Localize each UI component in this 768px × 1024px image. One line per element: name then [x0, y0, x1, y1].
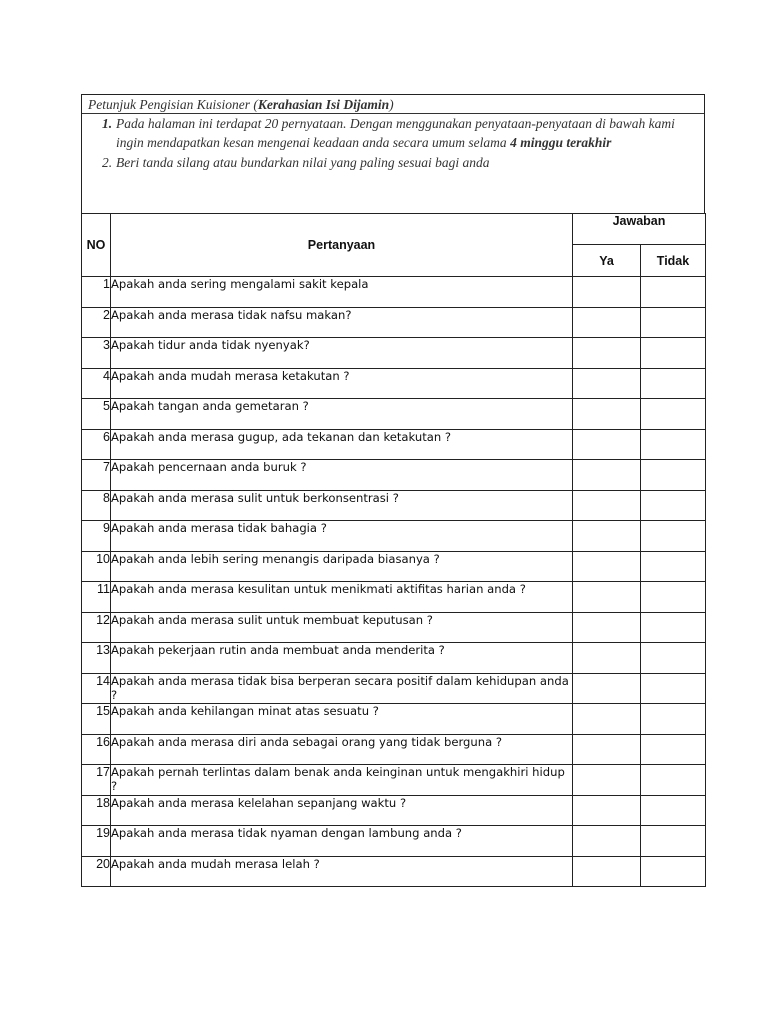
question-text: Apakah anda merasa kelelahan sepanjang waktu ?	[111, 795, 573, 826]
table-row	[82, 673, 706, 704]
question-number: 19	[82, 826, 111, 857]
instruction-number: 1.	[102, 116, 113, 131]
question-number: 5	[82, 399, 111, 430]
question-number: 15	[82, 704, 111, 735]
answer-yes-cell[interactable]	[573, 551, 641, 582]
instruction-text-highlight: 4 minggu terakhir	[510, 135, 612, 150]
table-row	[82, 765, 706, 796]
answer-no-cell[interactable]	[641, 795, 706, 826]
answer-yes-cell[interactable]	[573, 460, 641, 491]
header-no-answer: Tidak	[641, 245, 706, 277]
answer-yes-cell[interactable]	[573, 704, 641, 735]
answer-no-cell[interactable]	[641, 338, 706, 369]
question-number: 16	[82, 734, 111, 765]
questionnaire-table	[81, 213, 706, 887]
header-question: Pertanyaan	[111, 214, 573, 277]
question-text: Apakah anda merasa gugup, ada tekanan dan ketakutan ?	[111, 429, 573, 460]
table-row	[82, 582, 706, 613]
question-text: Apakah anda mudah merasa ketakutan ?	[111, 368, 573, 399]
question-text: Apakah anda kehilangan minat atas sesuatu ?	[111, 704, 573, 735]
question-number: 2	[82, 307, 111, 338]
answer-no-cell[interactable]	[641, 521, 706, 552]
table-row	[82, 826, 706, 857]
question-text: Apakah tangan anda gemetaran ?	[111, 399, 573, 430]
table-row	[82, 795, 706, 826]
answer-yes-cell[interactable]	[573, 734, 641, 765]
answer-no-cell[interactable]	[641, 399, 706, 430]
table-row	[82, 734, 706, 765]
question-number: 6	[82, 429, 111, 460]
question-text: Apakah anda merasa tidak nafsu makan?	[111, 307, 573, 338]
answer-no-cell[interactable]	[641, 307, 706, 338]
answer-yes-cell[interactable]	[573, 612, 641, 643]
questionnaire-document	[81, 94, 705, 887]
question-text: Apakah anda merasa tidak bahagia ?	[111, 521, 573, 552]
instructions-title-prefix: Petunjuk Pengisian Kuisioner (	[88, 97, 258, 112]
table-row	[82, 277, 706, 308]
question-number: 13	[82, 643, 111, 674]
instructions-title	[82, 95, 704, 114]
question-number: 12	[82, 612, 111, 643]
answer-yes-cell[interactable]	[573, 582, 641, 613]
answer-yes-cell[interactable]	[573, 643, 641, 674]
instruction-item-2	[82, 153, 704, 172]
header-no: NO	[82, 214, 111, 277]
instruction-text: Beri tanda silang atau bundarkan nilai yang paling sesuai bagi anda	[116, 155, 490, 170]
answer-no-cell[interactable]	[641, 643, 706, 674]
question-number: 18	[82, 795, 111, 826]
table-row	[82, 368, 706, 399]
question-text: Apakah anda merasa tidak nyaman dengan lambung anda ?	[111, 826, 573, 857]
table-row	[82, 429, 706, 460]
question-text: Apakah anda merasa diri anda sebagai orang yang tidak berguna ?	[111, 734, 573, 765]
question-number: 14	[82, 673, 111, 704]
answer-yes-cell[interactable]	[573, 338, 641, 369]
answer-no-cell[interactable]	[641, 734, 706, 765]
table-row	[82, 551, 706, 582]
question-number: 3	[82, 338, 111, 369]
question-number: 7	[82, 460, 111, 491]
answer-yes-cell[interactable]	[573, 673, 641, 704]
header-answer: Jawaban	[573, 214, 706, 245]
question-number: 8	[82, 490, 111, 521]
answer-no-cell[interactable]	[641, 277, 706, 308]
table-row	[82, 490, 706, 521]
instruction-text	[116, 114, 696, 152]
question-text: Apakah tidur anda tidak nyenyak?	[111, 338, 573, 369]
instructions-title-suffix: )	[389, 97, 394, 112]
instruction-item-1	[82, 114, 704, 152]
answer-yes-cell[interactable]	[573, 765, 641, 796]
answer-no-cell[interactable]	[641, 704, 706, 735]
table-row	[82, 399, 706, 430]
table-row	[82, 307, 706, 338]
answer-yes-cell[interactable]	[573, 490, 641, 521]
answer-no-cell[interactable]	[641, 826, 706, 857]
table-row	[82, 338, 706, 369]
table-row	[82, 704, 706, 735]
answer-no-cell[interactable]	[641, 582, 706, 613]
instructions-box	[81, 94, 705, 213]
question-text: Apakah anda merasa kesulitan untuk menikmati aktifitas harian anda ?	[111, 582, 573, 613]
question-text: Apakah pekerjaan rutin anda membuat anda menderita ?	[111, 643, 573, 674]
question-number: 4	[82, 368, 111, 399]
question-text: Apakah anda sering mengalami sakit kepala	[111, 277, 573, 308]
question-text: Apakah pernah terlintas dalam benak anda keinginan untuk mengakhiri hidup ?	[111, 765, 573, 796]
question-text: Apakah pencernaan anda buruk ?	[111, 460, 573, 491]
header-yes: Ya	[573, 245, 641, 277]
answer-yes-cell[interactable]	[573, 856, 641, 887]
answer-no-cell[interactable]	[641, 673, 706, 704]
answer-no-cell[interactable]	[641, 551, 706, 582]
answer-yes-cell[interactable]	[573, 521, 641, 552]
answer-yes-cell[interactable]	[573, 277, 641, 308]
answer-yes-cell[interactable]	[573, 399, 641, 430]
instruction-number: 2.	[102, 155, 113, 170]
question-text: Apakah anda merasa sulit untuk berkonsentrasi ?	[111, 490, 573, 521]
table-row	[82, 521, 706, 552]
answer-yes-cell[interactable]	[573, 429, 641, 460]
answer-no-cell[interactable]	[641, 368, 706, 399]
question-number: 11	[82, 582, 111, 613]
table-row	[82, 856, 706, 887]
instructions-title-bold: Kerahasian Isi Dijamin	[257, 97, 390, 112]
question-number: 9	[82, 521, 111, 552]
table-row	[82, 643, 706, 674]
answer-no-cell[interactable]	[641, 460, 706, 491]
question-number: 17	[82, 765, 111, 796]
answer-no-cell[interactable]	[641, 765, 706, 796]
answer-no-cell[interactable]	[641, 490, 706, 521]
answer-yes-cell[interactable]	[573, 307, 641, 338]
answer-yes-cell[interactable]	[573, 826, 641, 857]
question-number: 20	[82, 856, 111, 887]
answer-no-cell[interactable]	[641, 856, 706, 887]
table-row	[82, 612, 706, 643]
question-text: Apakah anda mudah merasa lelah ?	[111, 856, 573, 887]
question-text: Apakah anda merasa sulit untuk membuat keputusan ?	[111, 612, 573, 643]
answer-yes-cell[interactable]	[573, 368, 641, 399]
question-text: Apakah anda merasa tidak bisa berperan secara positif dalam kehidupan anda ?	[111, 673, 573, 704]
answer-no-cell[interactable]	[641, 612, 706, 643]
question-text: Apakah anda lebih sering menangis daripada biasanya ?	[111, 551, 573, 582]
answer-no-cell[interactable]	[641, 429, 706, 460]
question-number: 10	[82, 551, 111, 582]
answer-yes-cell[interactable]	[573, 795, 641, 826]
question-number: 1	[82, 277, 111, 308]
table-row	[82, 460, 706, 491]
instruction-text-main: Pada halaman ini terdapat 20 pernyataan. Dengan menggunakan penyataan-penyataan di bawah kami ingin mendapatkan kesan mengenai keadaan anda secara umum selama	[116, 116, 675, 150]
